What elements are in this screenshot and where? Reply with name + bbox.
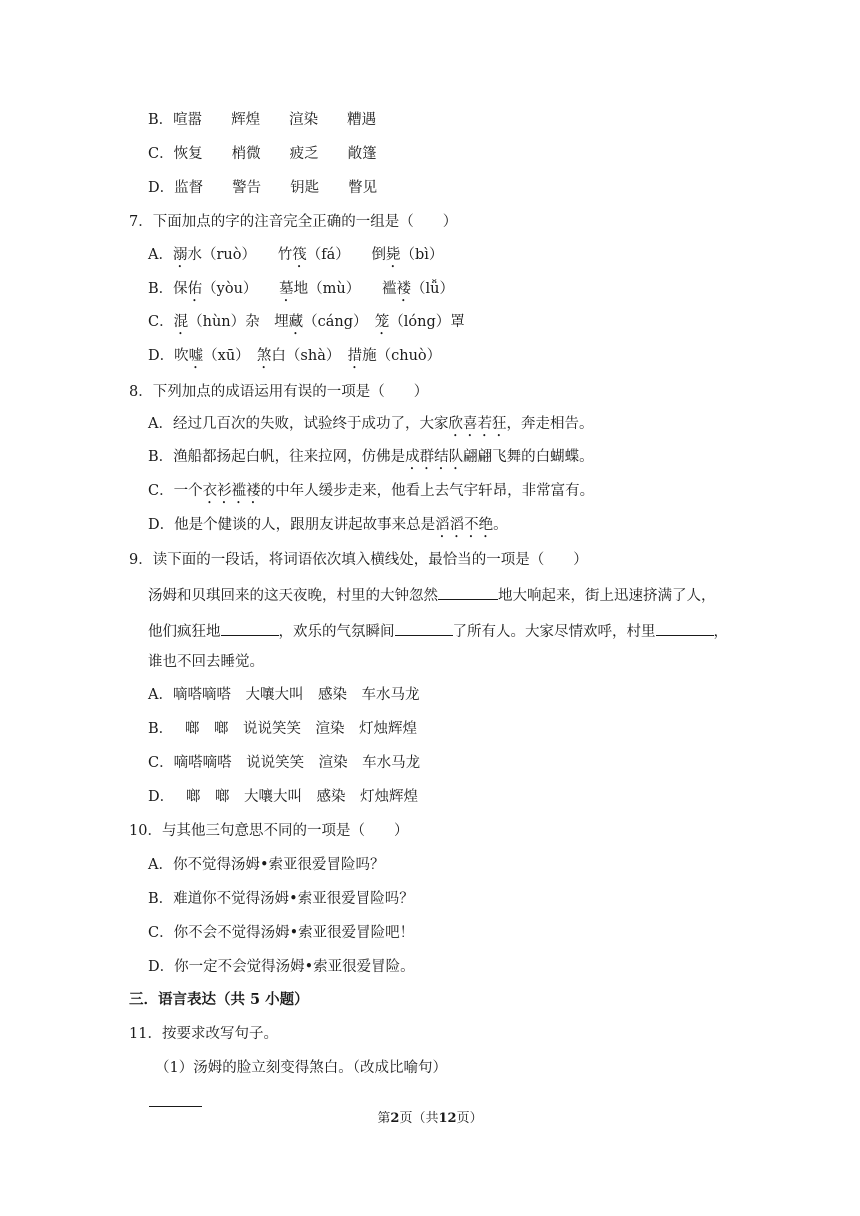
q6-option-d: D．监督 警告 钥匙 瞥见 — [148, 180, 378, 196]
q11-sub1: （1）汤姆的脸立刻变得煞白。（改成比喻句） — [155, 1060, 447, 1076]
q9-passage-line2: 他们疯狂地 ，欢乐的气氛瞬间 了所有人。大家尽情欢呼，村里 ， — [148, 620, 728, 642]
q7-option-b: B．保佑（yòu） 墓地（mù） 褴褛（lǚ） — [148, 281, 454, 297]
q7-option-d: D．吹嘘（xū） 煞白（shà） 措施（chuò） — [148, 348, 442, 364]
q9-stem: 9．读下面的一段话，将词语依次填入横线处，最恰当的一项是（ ） — [129, 552, 588, 568]
fill-blank — [395, 620, 453, 636]
dotted-char: 煞 — [256, 348, 272, 364]
q10-stem: 10．与其他三句意思不同的一项是（ ） — [129, 823, 409, 839]
q7-option-a: A．溺水（ruò） 竹筏（fá） 倒毙（bì） — [148, 247, 444, 263]
q6-option-c: C．恢复 梢微 疲乏 敞篷 — [148, 146, 377, 162]
q8-option-c: C．一个衣衫褴褛的中年人缓步走来，他看上去气宇轩昂，非常富有。 — [148, 483, 595, 499]
dotted-char: 毙 — [386, 247, 401, 263]
q11-stem: 11．按要求改写句子。 — [129, 1026, 278, 1042]
fill-blank — [656, 620, 714, 636]
page-total: 12 — [438, 1111, 457, 1126]
dotted-char: 筏 — [292, 247, 307, 263]
fill-blank — [221, 620, 279, 636]
dotted-char: 溺 — [172, 247, 188, 263]
q9-option-a: A．嘀嗒嘀嗒 大嚷大叫 感染 车水马龙 — [148, 687, 420, 703]
q10-option-b: B．难道你不觉得汤姆•索亚很爱冒险吗？ — [148, 891, 414, 907]
fill-blank — [438, 584, 498, 600]
q8-d-idiom: 滔滔不绝 — [435, 517, 494, 533]
page-footer: 第2页（共12页） — [377, 1111, 483, 1126]
dotted-char: 嘘 — [188, 348, 204, 364]
q10-option-d: D．你一定不会觉得汤姆•索亚很爱冒险。 — [148, 959, 415, 975]
dotted-char: 佑 — [187, 281, 203, 297]
q8-option-a: A．经过几百次的失败，试验终于成功了，大家欣喜若狂，奔走相告。 — [148, 416, 594, 432]
section-heading: 三．语言表达（共 5 小题） — [129, 991, 309, 1008]
dotted-char: 混 — [173, 314, 189, 330]
answer-line — [149, 1106, 202, 1107]
dotted-char: 笼 — [374, 314, 390, 330]
q10-option-c: C．你不会不觉得汤姆•索亚很爱冒险吧！ — [148, 925, 415, 941]
q9-passage-line1: 汤姆和贝琪回来的这天夜晚，村里的大钟忽然 地大响起来，街上迅速挤满了人， — [148, 584, 716, 606]
q10-option-a: A．你不觉得汤姆•索亚很爱冒险吗？ — [148, 857, 385, 873]
q9-option-d: D． 啷 啷 大嚷大叫 感染 灯烛辉煌 — [148, 789, 418, 805]
q8-option-b: B．渔船都扬起白帆，往来拉网，仿佛是成群结队翩翩飞舞的白蝴蝶。 — [148, 449, 594, 465]
q6-option-b: B．喧嚣 辉煌 渲染 糟遇 — [148, 112, 377, 128]
dotted-char: 藏 — [288, 314, 304, 330]
q8-c-idiom: 衣衫褴褛 — [202, 483, 261, 499]
dotted-char: 褛 — [396, 281, 412, 297]
q7-option-c: C．混（hùn）杂 埋藏（cáng） 笼（lóng）罩 — [148, 314, 465, 330]
page-number: 2 — [390, 1111, 400, 1126]
q9-passage-line3: 谁也不回去睡觉。 — [148, 654, 264, 670]
q8-stem: 8．下列加点的成语运用有误的一项是（ ） — [129, 384, 429, 400]
dotted-char: 措 — [347, 348, 363, 364]
q8-a-idiom: 欣喜若狂 — [448, 416, 507, 432]
q8-b-idiom: 成群结队 — [405, 449, 464, 465]
q9-option-c: C．嘀嗒嘀嗒 说说笑笑 渲染 车水马龙 — [148, 755, 421, 771]
q8-option-d: D．他是个健谈的人，跟朋友讲起故事来总是滔滔不绝。 — [148, 517, 508, 533]
q7-stem: 7．下面加点的字的注音完全正确的一组是（ ） — [129, 214, 458, 230]
q9-option-b: B． 啷 啷 说说笑笑 渲染 灯烛辉煌 — [148, 721, 418, 737]
dotted-char: 墓 — [279, 281, 294, 297]
